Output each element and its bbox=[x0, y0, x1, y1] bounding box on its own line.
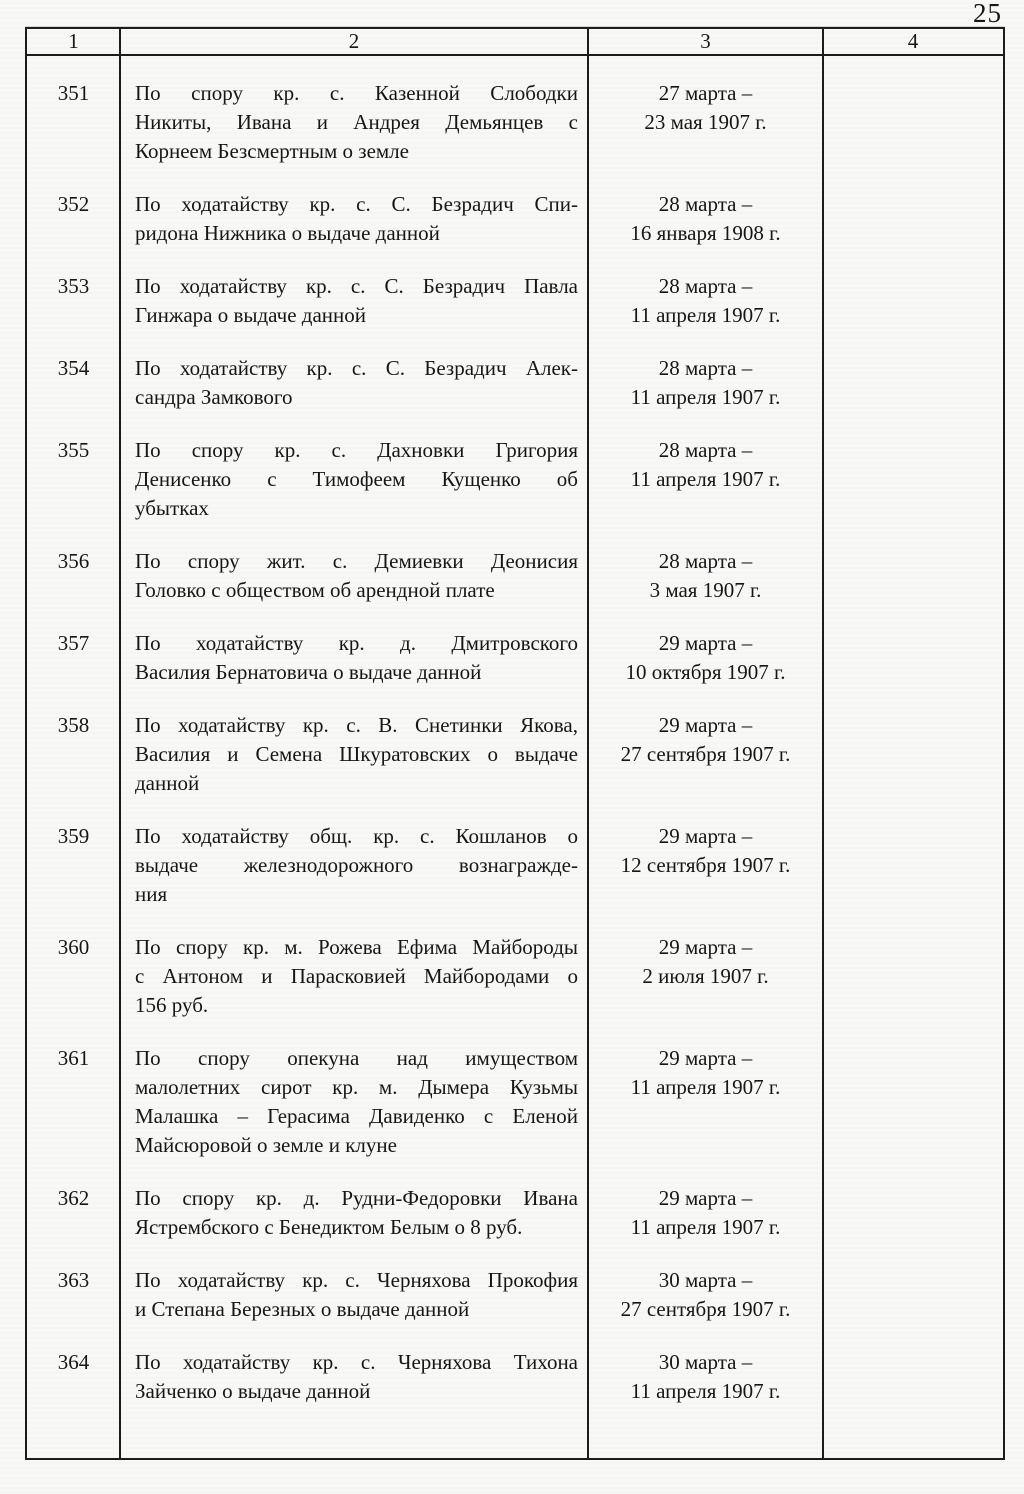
date-line: 28 марта – bbox=[658, 192, 753, 216]
date-line: 3 мая 1907 г. bbox=[649, 578, 762, 602]
notes-cell bbox=[823, 272, 1003, 330]
description-line: Головко с обществом об арендной плате bbox=[135, 578, 495, 602]
table-row bbox=[27, 629, 1003, 687]
case-number: 355 bbox=[57, 438, 90, 462]
date-line: 27 марта – bbox=[658, 81, 753, 105]
table-row bbox=[27, 79, 1003, 166]
description-line: ния bbox=[135, 882, 168, 906]
description-line: сандра Замкового bbox=[135, 385, 293, 409]
case-number: 356 bbox=[57, 549, 90, 573]
description-line: Василия Бернатовича о выдаче данной bbox=[135, 660, 482, 684]
date-line: 2 июля 1907 г. bbox=[642, 964, 769, 988]
notes-cell bbox=[823, 547, 1003, 605]
column-divider-3 bbox=[822, 29, 824, 1458]
table-body bbox=[27, 56, 1003, 1406]
notes-cell bbox=[823, 1348, 1003, 1406]
case-register-table bbox=[25, 27, 1005, 1460]
case-dates bbox=[588, 711, 823, 798]
date-line: 23 мая 1907 г. bbox=[644, 110, 767, 134]
description-line: По спору опекуна над имуществом bbox=[135, 1046, 578, 1070]
table-row bbox=[27, 1044, 1003, 1160]
table-header-row bbox=[27, 29, 1003, 56]
case-description bbox=[120, 354, 588, 412]
date-line: 27 сентября 1907 г. bbox=[620, 1297, 791, 1321]
case-number: 360 bbox=[57, 935, 90, 959]
description-line: с Антоном и Парасковией Майбородами о bbox=[135, 964, 578, 988]
description-line: Гинжара о выдаче данной bbox=[135, 303, 367, 327]
date-line: 28 марта – bbox=[658, 438, 753, 462]
description-line: убытках bbox=[135, 496, 209, 520]
date-line: 28 марта – bbox=[658, 356, 753, 380]
date-line: 16 января 1908 г. bbox=[630, 221, 781, 245]
table-row bbox=[27, 933, 1003, 1020]
case-description bbox=[120, 822, 588, 909]
case-description bbox=[120, 1266, 588, 1324]
notes-cell bbox=[823, 354, 1003, 412]
notes-cell bbox=[823, 79, 1003, 166]
date-line: 28 марта – bbox=[658, 549, 753, 573]
description-line: Ястрембского с Бенедиктом Белым о 8 руб. bbox=[135, 1215, 523, 1239]
description-line: и Степана Березных о выдаче данной bbox=[135, 1297, 470, 1321]
column-header-2: 2 bbox=[348, 29, 360, 53]
case-dates bbox=[588, 1266, 823, 1324]
description-line: малолетних сирот кр. м. Дымера Кузьмы bbox=[135, 1075, 578, 1099]
column-header-4: 4 bbox=[907, 29, 919, 53]
case-number: 364 bbox=[57, 1350, 90, 1374]
description-line: По спору кр. д. Рудни-Федоровки Ивана bbox=[135, 1186, 578, 1210]
date-line: 29 марта – bbox=[658, 1046, 753, 1070]
table-row bbox=[27, 1348, 1003, 1406]
case-number: 361 bbox=[57, 1046, 90, 1070]
notes-cell bbox=[823, 629, 1003, 687]
case-description bbox=[120, 711, 588, 798]
case-number: 351 bbox=[57, 81, 90, 105]
description-line: По ходатайству кр. с. С. Безрадич Павла bbox=[135, 274, 578, 298]
notes-cell bbox=[823, 933, 1003, 1020]
description-line: По ходатайству кр. с. С. Безрадич Спи- bbox=[135, 192, 578, 216]
case-description bbox=[120, 436, 588, 523]
notes-cell bbox=[823, 1184, 1003, 1242]
date-line: 11 апреля 1907 г. bbox=[630, 303, 781, 327]
description-line: 156 руб. bbox=[135, 993, 209, 1017]
description-line: Денисенко с Тимофеем Кущенко об bbox=[135, 467, 578, 491]
table-row bbox=[27, 354, 1003, 412]
date-line: 12 сентября 1907 г. bbox=[620, 853, 791, 877]
case-dates bbox=[588, 79, 823, 166]
table-row bbox=[27, 436, 1003, 523]
date-line: 29 марта – bbox=[658, 935, 753, 959]
case-description bbox=[120, 1184, 588, 1242]
date-line: 29 марта – bbox=[658, 1186, 753, 1210]
description-line: По спору кр. м. Рожева Ефима Майбороды bbox=[135, 935, 578, 959]
description-line: По ходатайству кр. д. Дмитровского bbox=[135, 631, 578, 655]
case-dates bbox=[588, 933, 823, 1020]
case-dates bbox=[588, 190, 823, 248]
description-line: Малашка – Герасима Давиденко с Еленой bbox=[135, 1104, 578, 1128]
case-description bbox=[120, 190, 588, 248]
case-description bbox=[120, 1044, 588, 1160]
table-row bbox=[27, 547, 1003, 605]
case-number: 357 bbox=[57, 631, 90, 655]
notes-cell bbox=[823, 1266, 1003, 1324]
notes-cell bbox=[823, 190, 1003, 248]
case-dates bbox=[588, 436, 823, 523]
notes-cell bbox=[823, 1044, 1003, 1160]
case-number: 354 bbox=[57, 356, 90, 380]
case-dates bbox=[588, 629, 823, 687]
table-row bbox=[27, 272, 1003, 330]
table-row bbox=[27, 1184, 1003, 1242]
case-description bbox=[120, 272, 588, 330]
date-line: 28 марта – bbox=[658, 274, 753, 298]
description-line: Корнеем Безсмертным о земле bbox=[135, 139, 409, 163]
table-row bbox=[27, 190, 1003, 248]
case-dates bbox=[588, 272, 823, 330]
description-line: Никиты, Ивана и Андрея Демьянцев с bbox=[135, 110, 578, 134]
case-number: 353 bbox=[57, 274, 90, 298]
date-line: 29 марта – bbox=[658, 824, 753, 848]
table-row bbox=[27, 822, 1003, 909]
notes-cell bbox=[823, 436, 1003, 523]
date-line: 29 марта – bbox=[658, 713, 753, 737]
description-line: Майсюровой о земле и клуне bbox=[135, 1133, 397, 1157]
description-line: ридона Нижника о выдаче данной bbox=[135, 221, 440, 245]
description-line: Василия и Семена Шкуратовских о выдаче bbox=[135, 742, 578, 766]
description-line: По ходатайству кр. с. Черняхова Прокофия bbox=[135, 1268, 578, 1292]
description-line: По ходатайству общ. кр. с. Кошланов о bbox=[135, 824, 578, 848]
case-dates bbox=[588, 1348, 823, 1406]
case-dates bbox=[588, 1044, 823, 1160]
case-number: 358 bbox=[57, 713, 90, 737]
description-line: По спору жит. с. Демиевки Деонисия bbox=[135, 549, 578, 573]
date-line: 30 марта – bbox=[658, 1268, 753, 1292]
description-line: По ходатайству кр. с. В. Снетинки Якова, bbox=[135, 713, 578, 737]
case-dates bbox=[588, 822, 823, 909]
case-number: 352 bbox=[57, 192, 90, 216]
description-line: Зайченко о выдаче данной bbox=[135, 1379, 371, 1403]
date-line: 10 октября 1907 г. bbox=[625, 660, 786, 684]
description-line: По ходатайству кр. с. С. Безрадич Алек- bbox=[135, 356, 578, 380]
description-line: выдаче железнодорожного вознагражде- bbox=[135, 853, 578, 877]
column-divider-1 bbox=[119, 29, 121, 1458]
case-number: 359 bbox=[57, 824, 90, 848]
case-description bbox=[120, 629, 588, 687]
date-line: 11 апреля 1907 г. bbox=[630, 467, 781, 491]
case-description bbox=[120, 1348, 588, 1406]
case-dates bbox=[588, 1184, 823, 1242]
case-description bbox=[120, 933, 588, 1020]
case-number: 362 bbox=[57, 1186, 90, 1210]
table-row bbox=[27, 711, 1003, 798]
case-description bbox=[120, 547, 588, 605]
date-line: 11 апреля 1907 г. bbox=[630, 1379, 781, 1403]
date-line: 11 апреля 1907 г. bbox=[630, 1075, 781, 1099]
description-line: По ходатайству кр. с. Черняхова Тихона bbox=[135, 1350, 578, 1374]
date-line: 11 апреля 1907 г. bbox=[630, 1215, 781, 1239]
description-line: По спору кр. с. Дахновки Григория bbox=[135, 438, 578, 462]
column-header-3: 3 bbox=[700, 29, 711, 53]
column-header-1: 1 bbox=[68, 29, 79, 53]
date-line: 30 марта – bbox=[658, 1350, 753, 1374]
date-line: 27 сентября 1907 г. bbox=[620, 742, 791, 766]
notes-cell bbox=[823, 711, 1003, 798]
notes-cell bbox=[823, 822, 1003, 909]
table-row bbox=[27, 1266, 1003, 1324]
case-description bbox=[120, 79, 588, 166]
column-divider-2 bbox=[587, 29, 589, 1458]
date-line: 29 марта – bbox=[658, 631, 753, 655]
case-dates bbox=[588, 354, 823, 412]
case-dates bbox=[588, 547, 823, 605]
description-line: данной bbox=[135, 771, 200, 795]
description-line: По спору кр. с. Казенной Слободки bbox=[135, 81, 578, 105]
page-number: 25 bbox=[973, 0, 1002, 28]
case-number: 363 bbox=[57, 1268, 90, 1292]
date-line: 11 апреля 1907 г. bbox=[630, 385, 781, 409]
